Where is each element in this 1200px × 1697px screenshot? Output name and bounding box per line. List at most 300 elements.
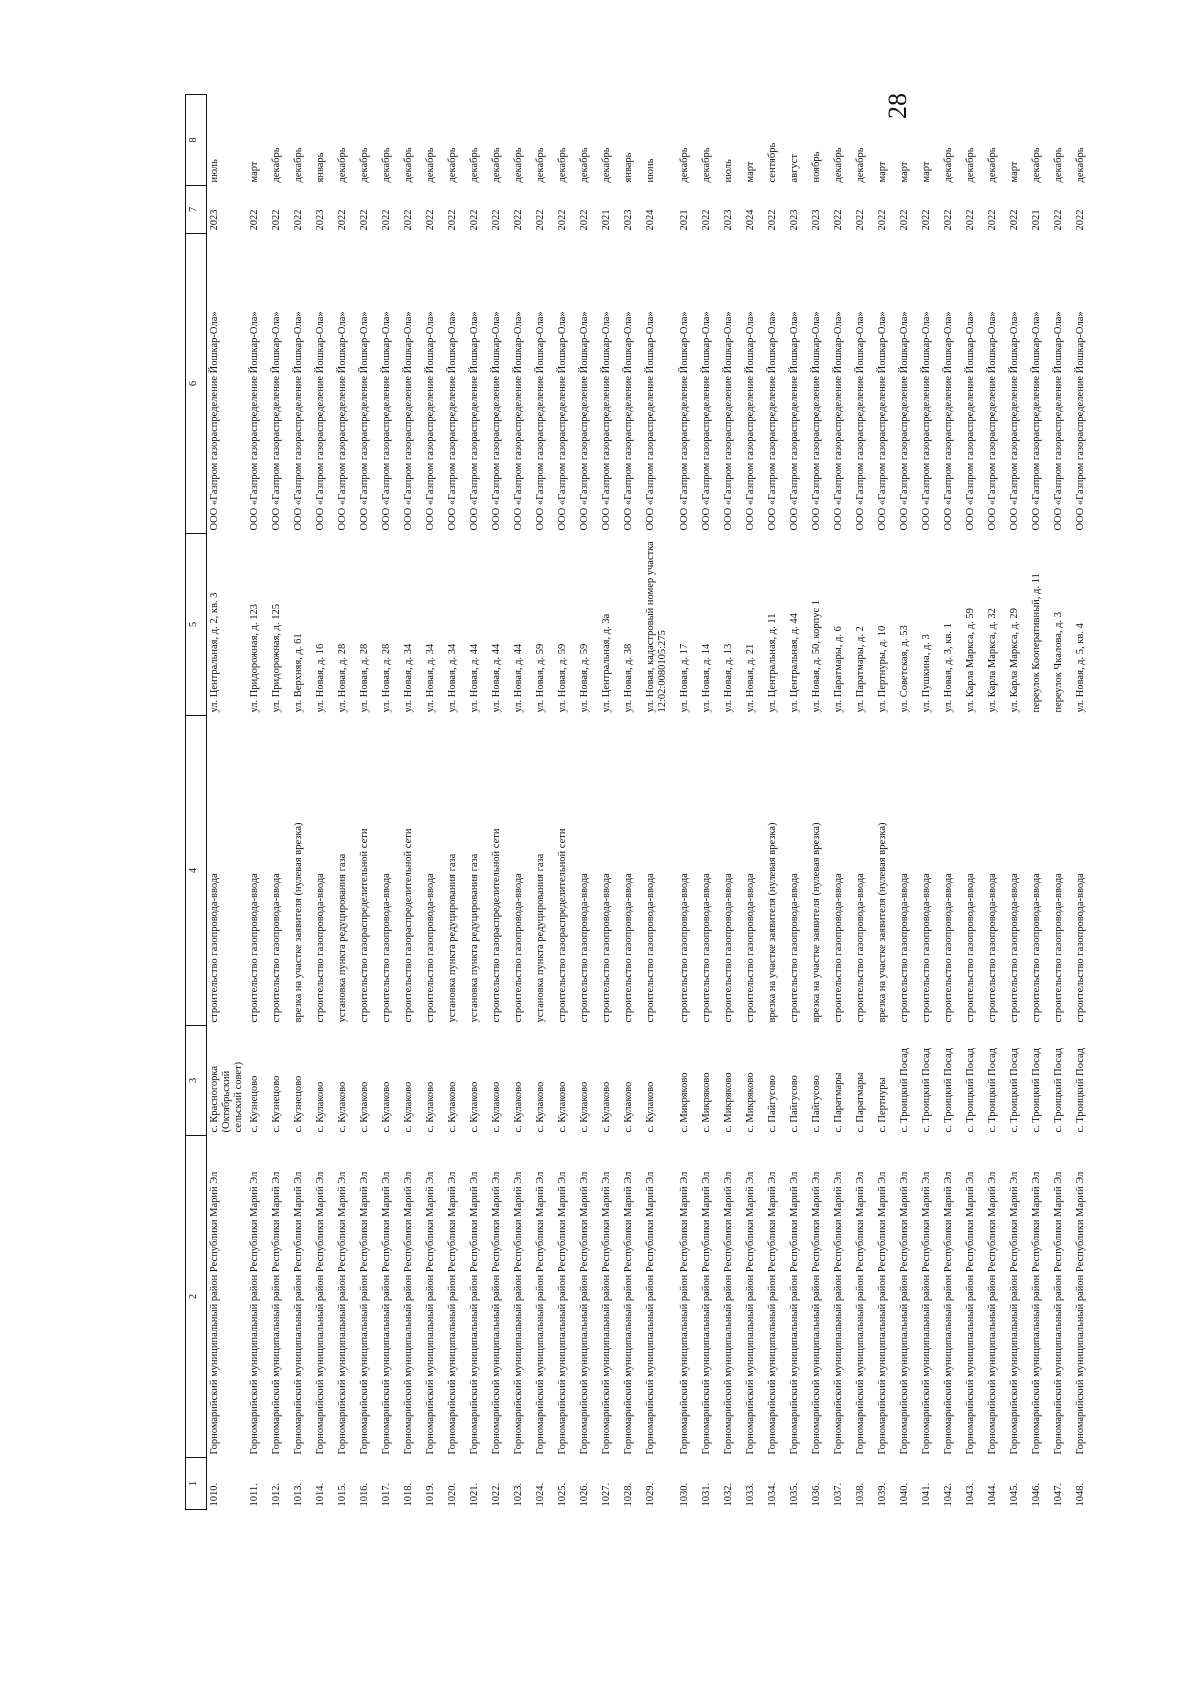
cell-district: Горномарийский муниципальный район Республики Марий Эл <box>469 1171 481 1455</box>
cell-month: март <box>1009 161 1021 183</box>
cell-row-number: 1027. <box>601 1482 613 1507</box>
cell-year: 2022 <box>447 209 459 231</box>
cell-organization: ООО «Газпром газораспределение Йошкар-Ола» <box>209 311 220 531</box>
cell-district: Горномарийский муниципальный район Республики Марий Эл <box>943 1171 955 1455</box>
table-row <box>743 95 765 1510</box>
cell-settlement: с. Кузнецово <box>271 1075 283 1133</box>
cell-organization: ООО «Газпром газораспределение Йошкар-Ола» <box>811 311 823 531</box>
cell-settlement: с. Троицкий Посад <box>899 1047 911 1133</box>
cell-settlement: с. Троицкий Посад <box>1053 1047 1065 1133</box>
table-row <box>831 95 853 1510</box>
cell-row-number: 1029. <box>645 1482 657 1507</box>
cell-month: декабрь <box>701 147 713 183</box>
cell-organization: ООО «Газпром газораспределение Йошкар-Ола» <box>491 311 503 531</box>
cell-address: ул. Новая, д. 50, корпус 1 <box>811 600 823 713</box>
cell-organization: ООО «Газпром газораспределение Йошкар-Ола» <box>987 311 999 531</box>
cell-address: ул. Паратмары, д. 6 <box>833 626 845 713</box>
cell-address: ул. Новая, д. 38 <box>623 643 635 713</box>
cell-address: ул. Новая, д. 21 <box>745 643 757 713</box>
cell-settlement: с. Кулаково <box>359 1081 371 1133</box>
cell-district: Горномарийский муниципальный район Республики Марий Эл <box>921 1171 933 1455</box>
cell-settlement: с. Пайгусово <box>789 1075 801 1133</box>
table-row <box>721 95 743 1510</box>
cell-settlement: с. Микряково <box>745 1072 757 1133</box>
cell-district: Горномарийский муниципальный район Республики Марий Эл <box>209 1171 220 1455</box>
cell-row-number: 1042. <box>943 1482 955 1507</box>
cell-district: Горномарийский муниципальный район Республики Марий Эл <box>425 1171 437 1455</box>
cell-organization: ООО «Газпром газораспределение Йошкар-Ола» <box>337 311 349 531</box>
cell-settlement: с. Кузнецово <box>249 1075 261 1133</box>
cell-year: 2022 <box>877 209 889 231</box>
cell-row-number: 1036. <box>811 1482 823 1507</box>
cell-work-type: строительство газораспределительной сети <box>557 828 569 1023</box>
cell-row-number: 1017. <box>381 1482 393 1507</box>
cell-work-type: строительство газопровода-ввода <box>943 873 955 1023</box>
cell-address: ул. Новая, кадастровый номер участка 12:02:0080105:275 <box>645 541 669 713</box>
cell-address: ул. Новая, д. 3, кв. 1 <box>943 623 955 713</box>
cell-work-type: установка пункта редуцирования газа <box>447 853 459 1023</box>
cell-row-number: 1033. <box>745 1482 757 1507</box>
cell-month: декабрь <box>535 147 547 183</box>
cell-settlement: с. Микряково <box>679 1072 691 1133</box>
cell-work-type: установка пункта редуцирования газа <box>535 853 547 1023</box>
cell-settlement: с. Пайгусово <box>811 1075 823 1133</box>
table-row <box>489 95 511 1510</box>
cell-month: декабрь <box>965 147 977 183</box>
cell-month: март <box>249 161 261 183</box>
cell-row-number: 1019. <box>425 1482 437 1507</box>
cell-address: ул. Центральная, д. 44 <box>789 613 801 713</box>
cell-address: ул. Придорожная, д. 123 <box>249 603 261 713</box>
cell-organization: ООО «Газпром газораспределение Йошкар-Ола» <box>723 311 735 531</box>
table-row <box>555 95 577 1510</box>
col-header-6: 6 <box>186 234 207 534</box>
cell-year: 2022 <box>249 209 261 231</box>
table-row <box>269 95 291 1510</box>
cell-year: 2021 <box>1031 209 1043 231</box>
cell-district: Горномарийский муниципальный район Республики Марий Эл <box>1075 1171 1087 1455</box>
cell-row-number: 1015. <box>337 1482 349 1507</box>
cell-address: ул. Новая, д. 34 <box>403 643 415 713</box>
cell-work-type: установка пункта редуцирования газа <box>469 853 481 1023</box>
cell-settlement: с. Троицкий Посад <box>987 1047 999 1133</box>
cell-address: ул. Новая, д. 17 <box>679 643 691 713</box>
cell-month: декабрь <box>337 147 349 183</box>
cell-month: декабрь <box>513 147 525 183</box>
cell-month: декабрь <box>381 147 393 183</box>
table-row <box>207 95 248 1510</box>
table-row <box>533 95 555 1510</box>
cell-organization: ООО «Газпром газораспределение Йошкар-Ола» <box>579 311 591 531</box>
cell-organization: ООО «Газпром газораспределение Йошкар-Ола» <box>381 311 393 531</box>
cell-year: 2024 <box>745 209 757 231</box>
cell-settlement: с. Кулаково <box>491 1081 503 1133</box>
cell-organization: ООО «Газпром газораспределение Йошкар-Ола» <box>1053 311 1065 531</box>
cell-row-number: 1028. <box>623 1482 635 1507</box>
cell-district: Горномарийский муниципальный район Республики Марий Эл <box>491 1171 503 1455</box>
cell-month: декабрь <box>271 147 283 183</box>
cell-row-number: 1041. <box>921 1482 933 1507</box>
cell-settlement: с. Красногорка (Октябрьский сельский совет) <box>209 1061 245 1133</box>
cell-settlement: с. Кулаково <box>557 1081 569 1133</box>
cell-organization: ООО «Газпром газораспределение Йошкар-Ола» <box>679 311 691 531</box>
cell-organization: ООО «Газпром газораспределение Йошкар-Ола» <box>425 311 437 531</box>
cell-district: Горномарийский муниципальный район Республики Марий Эл <box>337 1171 349 1455</box>
cell-row-number: 1025. <box>557 1482 569 1507</box>
cell-work-type: врезка на участке заявителя (нулевая врезка) <box>293 822 305 1023</box>
cell-district: Горномарийский муниципальный район Республики Марий Эл <box>1031 1171 1043 1455</box>
cell-month: декабрь <box>1075 147 1087 183</box>
cell-organization: ООО «Газпром газораспределение Йошкар-Ола» <box>271 311 283 531</box>
cell-row-number: 1012. <box>271 1482 283 1507</box>
cell-month: декабрь <box>943 147 955 183</box>
cell-work-type: строительство газопровода-ввода <box>745 873 757 1023</box>
cell-address: ул. Верхняя, д. 61 <box>293 633 305 713</box>
cell-settlement: с. Троицкий Посад <box>1009 1047 1021 1133</box>
table-row <box>599 95 621 1510</box>
cell-row-number: 1046. <box>1031 1482 1043 1507</box>
cell-month: июнь <box>645 158 657 183</box>
cell-work-type: строительство газопровода-ввода <box>271 873 283 1023</box>
cell-address: ул. Новая, д. 16 <box>315 643 327 713</box>
cell-settlement: с. Пертнуры <box>877 1077 889 1133</box>
cell-row-number: 1011. <box>249 1483 261 1507</box>
cell-work-type: строительство газопровода-ввода <box>1031 873 1043 1023</box>
cell-row-number: 1018. <box>403 1482 415 1507</box>
cell-address: ул. Карла Маркса, д. 59 <box>965 608 977 713</box>
cell-year: 2022 <box>337 209 349 231</box>
cell-row-number: 1026. <box>579 1482 591 1507</box>
cell-settlement: с. Кулаково <box>315 1081 327 1133</box>
col-header-7: 7 <box>186 186 207 234</box>
cell-year: 2022 <box>899 209 911 231</box>
cell-address: ул. Новая, д. 28 <box>359 643 371 713</box>
cell-work-type: строительство газопровода-ввода <box>723 873 735 1023</box>
cell-row-number: 1034. <box>767 1482 779 1507</box>
cell-district: Горномарийский муниципальный район Республики Марий Эл <box>811 1171 823 1455</box>
cell-work-type: строительство газопровода-ввода <box>679 873 691 1023</box>
cell-settlement: с. Пайгусово <box>767 1075 779 1133</box>
table-row <box>1073 95 1095 1510</box>
cell-address: ул. Центральная, д. 3а <box>601 613 613 713</box>
cell-work-type: строительство газопровода-ввода <box>249 873 261 1023</box>
cell-work-type: строительство газопровода-ввода <box>701 873 713 1023</box>
cell-year: 2022 <box>535 209 547 231</box>
cell-work-type: врезка на участке заявителя (нулевая врезка) <box>877 822 889 1023</box>
cell-month: декабрь <box>447 147 459 183</box>
col-header-8: 8 <box>186 95 207 186</box>
cell-district: Горномарийский муниципальный район Республики Марий Эл <box>293 1171 305 1455</box>
cell-district: Горномарийский муниципальный район Республики Марий Эл <box>987 1171 999 1455</box>
cell-year: 2023 <box>315 209 327 231</box>
cell-organization: ООО «Газпром газораспределение Йошкар-Ола» <box>855 311 867 531</box>
cell-work-type: строительство газопровода-ввода <box>921 873 933 1023</box>
table-row <box>313 95 335 1510</box>
cell-organization: ООО «Газпром газораспределение Йошкар-Ола» <box>789 311 801 531</box>
cell-month: сентябрь <box>767 142 779 183</box>
cell-address: ул. Новая, д. 44 <box>469 643 481 713</box>
cell-organization: ООО «Газпром газораспределение Йошкар-Ола» <box>315 311 327 531</box>
cell-organization: ООО «Газпром газораспределение Йошкар-Ола» <box>877 311 889 531</box>
cell-organization: ООО «Газпром газораспределение Йошкар-Ола» <box>1031 311 1043 531</box>
cell-settlement: с. Кулаково <box>601 1081 613 1133</box>
cell-district: Горномарийский муниципальный район Республики Марий Эл <box>855 1171 867 1455</box>
cell-district: Горномарийский муниципальный район Республики Марий Эл <box>271 1171 283 1455</box>
cell-month: декабрь <box>469 147 481 183</box>
cell-work-type: строительство газопровода-ввода <box>513 873 525 1023</box>
cell-district: Горномарийский муниципальный район Республики Марий Эл <box>701 1171 713 1455</box>
cell-settlement: с. Кулаково <box>513 1081 525 1133</box>
data-table <box>185 94 1095 1510</box>
cell-year: 2022 <box>833 209 845 231</box>
cell-month: декабрь <box>1053 147 1065 183</box>
cell-row-number: 1030. <box>679 1482 691 1507</box>
cell-month: декабрь <box>601 147 613 183</box>
cell-address: ул. Новая, д. 28 <box>381 643 393 713</box>
cell-year: 2022 <box>767 209 779 231</box>
cell-address: ул. Пушкина, д. 3 <box>921 634 933 713</box>
cell-settlement: с. Кулаково <box>535 1081 547 1133</box>
col-header-4: 4 <box>186 716 207 1026</box>
cell-work-type: строительство газораспределительной сети <box>491 828 503 1023</box>
cell-work-type: строительство газопровода-ввода <box>789 873 801 1023</box>
cell-row-number: 1024. <box>535 1482 547 1507</box>
cell-address: ул. Новая, д. 34 <box>425 643 437 713</box>
cell-month: март <box>877 161 889 183</box>
table-row <box>875 95 897 1510</box>
table-row <box>357 95 379 1510</box>
cell-row-number: 1048. <box>1075 1482 1087 1507</box>
table-row <box>511 95 533 1510</box>
cell-year: 2022 <box>943 209 955 231</box>
cell-organization: ООО «Газпром газораспределение Йошкар-Ола» <box>447 311 459 531</box>
cell-year: 2022 <box>965 209 977 231</box>
cell-settlement: с. Кулаково <box>623 1081 635 1133</box>
cell-month: декабрь <box>855 147 867 183</box>
cell-address: ул. Новая, д. 44 <box>491 643 503 713</box>
cell-settlement: с. Кулаково <box>579 1081 591 1133</box>
cell-month: август <box>789 154 801 183</box>
cell-work-type: врезка на участке заявителя (нулевая врезка) <box>811 822 823 1023</box>
cell-year: 2022 <box>1075 209 1087 231</box>
cell-row-number: 1040. <box>899 1482 911 1507</box>
cell-settlement: с. Троицкий Посад <box>1031 1047 1043 1133</box>
cell-month: ноябрь <box>811 151 823 183</box>
cell-address: переулок Чкалова, д. 3 <box>1053 611 1065 713</box>
cell-row-number: 1020. <box>447 1482 459 1507</box>
cell-district: Горномарийский муниципальный район Республики Марий Эл <box>623 1171 635 1455</box>
cell-month: декабрь <box>293 147 305 183</box>
cell-settlement: с. Троицкий Посад <box>1075 1047 1087 1133</box>
table-row <box>401 95 423 1510</box>
cell-year: 2022 <box>921 209 933 231</box>
cell-year: 2023 <box>209 209 220 231</box>
cell-address: ул. Новая, д. 44 <box>513 643 525 713</box>
cell-address: ул. Советская, д. 53 <box>899 625 911 713</box>
table-row <box>677 95 699 1510</box>
cell-month: декабрь <box>1031 147 1043 183</box>
cell-row-number: 1045. <box>1009 1482 1021 1507</box>
cell-work-type: строительство газопровода-ввода <box>381 873 393 1023</box>
cell-district: Горномарийский муниципальный район Республики Марий Эл <box>315 1171 327 1455</box>
cell-work-type: строительство газопровода-ввода <box>833 873 845 1023</box>
cell-district: Горномарийский муниципальный район Республики Марий Эл <box>601 1171 613 1455</box>
cell-district: Горномарийский муниципальный район Республики Марий Эл <box>249 1171 261 1455</box>
cell-row-number: 1044. <box>987 1482 999 1507</box>
cell-address: ул. Новая, д. 34 <box>447 643 459 713</box>
cell-row-number: 1038. <box>855 1482 867 1507</box>
cell-district: Горномарийский муниципальный район Республики Марий Эл <box>579 1171 591 1455</box>
cell-district: Горномарийский муниципальный район Республики Марий Эл <box>557 1171 569 1455</box>
cell-month: декабрь <box>425 147 437 183</box>
cell-settlement: с. Микряково <box>723 1072 735 1133</box>
table-row <box>985 95 1007 1510</box>
cell-settlement: с. Кулаково <box>403 1081 415 1133</box>
cell-settlement: с. Паратмары <box>833 1072 845 1133</box>
cell-district: Горномарийский муниципальный район Республики Марий Эл <box>679 1171 691 1455</box>
cell-district: Горномарийский муниципальный район Республики Марий Эл <box>447 1171 459 1455</box>
cell-month: декабрь <box>987 147 999 183</box>
cell-month: декабрь <box>833 147 845 183</box>
table-row <box>941 95 963 1510</box>
cell-settlement: с. Кузнецово <box>293 1075 305 1133</box>
cell-address: ул. Новая, д. 59 <box>535 643 547 713</box>
cell-row-number: 1013. <box>293 1482 305 1507</box>
table-row <box>423 95 445 1510</box>
table-row <box>1051 95 1073 1510</box>
cell-settlement: с. Микряково <box>701 1072 713 1133</box>
cell-address: ул. Новая, д. 28 <box>337 643 349 713</box>
cell-year: 2022 <box>579 209 591 231</box>
cell-organization: ООО «Газпром газораспределение Йошкар-Ола» <box>601 311 613 531</box>
table-row <box>963 95 985 1510</box>
cell-organization: ООО «Газпром газораспределение Йошкар-Ола» <box>1075 311 1087 531</box>
cell-address: ул. Карла Маркса, д. 29 <box>1009 608 1021 713</box>
cell-district: Горномарийский муниципальный район Республики Марий Эл <box>381 1171 393 1455</box>
cell-year: 2022 <box>491 209 503 231</box>
cell-district: Горномарийский муниципальный район Республики Марий Эл <box>1009 1171 1021 1455</box>
cell-settlement: с. Кулаково <box>645 1081 657 1133</box>
cell-work-type: строительство газопровода-ввода <box>1053 873 1065 1023</box>
cell-month: декабрь <box>403 147 415 183</box>
cell-organization: ООО «Газпром газораспределение Йошкар-Ола» <box>403 311 415 531</box>
cell-year: 2022 <box>513 209 525 231</box>
cell-year: 2022 <box>855 209 867 231</box>
table-row <box>919 95 941 1510</box>
cell-organization: ООО «Газпром газораспределение Йошкар-Ола» <box>965 311 977 531</box>
cell-month: декабрь <box>679 147 691 183</box>
cell-organization: ООО «Газпром газораспределение Йошкар-Ола» <box>745 311 757 531</box>
cell-organization: ООО «Газпром газораспределение Йошкар-Ола» <box>557 311 569 531</box>
cell-month: март <box>921 161 933 183</box>
cell-year: 2023 <box>811 209 823 231</box>
cell-organization: ООО «Газпром газораспределение Йошкар-Ола» <box>899 311 911 531</box>
table-row <box>1007 95 1029 1510</box>
cell-work-type: строительство газопровода-ввода <box>987 873 999 1023</box>
cell-row-number: 1010. <box>209 1482 220 1507</box>
cell-settlement: с. Кулаково <box>447 1081 459 1133</box>
cell-work-type: строительство газопровода-ввода <box>899 873 911 1023</box>
cell-settlement: с. Троицкий Посад <box>943 1047 955 1133</box>
cell-work-type: строительство газопровода-ввода <box>601 873 613 1023</box>
cell-row-number: 1037. <box>833 1482 845 1507</box>
cell-address: ул. Новая, д. 5, кв. 4 <box>1075 623 1087 713</box>
cell-district: Горномарийский муниципальный район Республики Марий Эл <box>965 1171 977 1455</box>
cell-work-type: строительство газопровода-ввода <box>1009 873 1021 1023</box>
cell-work-type: строительство газопровода-ввода <box>855 873 867 1023</box>
cell-work-type: врезка на участке заявителя (нулевая врезка) <box>767 822 779 1023</box>
cell-row-number: 1021. <box>469 1482 481 1507</box>
cell-district: Горномарийский муниципальный район Республики Марий Эл <box>403 1171 415 1455</box>
cell-organization: ООО «Газпром газораспределение Йошкар-Ола» <box>513 311 525 531</box>
cell-organization: ООО «Газпром газораспределение Йошкар-Ола» <box>921 311 933 531</box>
cell-organization: ООО «Газпром газораспределение Йошкар-Ола» <box>293 311 305 531</box>
cell-settlement: с. Паратмары <box>855 1072 867 1133</box>
cell-year: 2022 <box>425 209 437 231</box>
cell-address: ул. Пертнуры, д. 10 <box>877 625 889 713</box>
cell-organization: ООО «Газпром газораспределение Йошкар-Ола» <box>701 311 713 531</box>
cell-address: ул. Паратмары, д. 2 <box>855 626 867 713</box>
cell-row-number: 1035. <box>789 1482 801 1507</box>
cell-settlement: с. Кулаково <box>337 1081 349 1133</box>
cell-district: Горномарийский муниципальный район Республики Марий Эл <box>513 1171 525 1455</box>
table-row <box>699 95 721 1510</box>
cell-organization: ООО «Газпром газораспределение Йошкар-Ола» <box>833 311 845 531</box>
cell-district: Горномарийский муниципальный район Республики Марий Эл <box>359 1171 371 1455</box>
cell-address: переулок Кооперативный, д. 11 <box>1031 573 1043 713</box>
cell-row-number: 1016. <box>359 1482 371 1507</box>
table-row <box>247 95 269 1510</box>
cell-district: Горномарийский муниципальный район Республики Марий Эл <box>899 1171 911 1455</box>
cell-year: 2022 <box>701 209 713 231</box>
cell-district: Горномарийский муниципальный район Республики Марий Эл <box>535 1171 547 1455</box>
cell-organization: ООО «Газпром газораспределение Йошкар-Ола» <box>249 311 261 531</box>
cell-settlement: с. Кулаково <box>425 1081 437 1133</box>
cell-organization: ООО «Газпром газораспределение Йошкар-Ола» <box>535 311 547 531</box>
cell-district: Горномарийский муниципальный район Республики Марий Эл <box>723 1171 735 1455</box>
cell-work-type: установка пункта редуцирования газа <box>337 853 349 1023</box>
table-row <box>445 95 467 1510</box>
cell-work-type: строительство газопровода-ввода <box>623 873 635 1023</box>
cell-year: 2022 <box>469 209 481 231</box>
cell-district: Горномарийский муниципальный район Республики Марий Эл <box>833 1171 845 1455</box>
cell-settlement: с. Троицкий Посад <box>921 1047 933 1133</box>
cell-year: 2023 <box>723 209 735 231</box>
cell-district: Горномарийский муниципальный район Республики Марий Эл <box>877 1171 889 1455</box>
table-row <box>765 95 787 1510</box>
cell-work-type: строительство газопровода-ввода <box>965 873 977 1023</box>
cell-row-number: 1032. <box>723 1482 735 1507</box>
cell-organization: ООО «Газпром газораспределение Йошкар-Ола» <box>1009 311 1021 531</box>
cell-row-number: 1043. <box>965 1482 977 1507</box>
cell-district: Горномарийский муниципальный район Республики Марий Эл <box>745 1171 757 1455</box>
cell-month: декабрь <box>359 147 371 183</box>
table-row <box>643 95 677 1510</box>
cell-year: 2023 <box>623 209 635 231</box>
cell-address: ул. Центральная, д. 11 <box>767 613 779 713</box>
cell-year: 2022 <box>1009 209 1021 231</box>
cell-year: 2024 <box>645 209 657 231</box>
header-row <box>186 95 207 1510</box>
cell-month: июль <box>209 159 220 183</box>
cell-work-type: строительство газопровода-ввода <box>579 873 591 1023</box>
table-row <box>467 95 489 1510</box>
cell-year: 2021 <box>679 209 691 231</box>
cell-settlement: с. Кулаково <box>469 1081 481 1133</box>
table-row <box>787 95 809 1510</box>
cell-organization: ООО «Газпром газораспределение Йошкар-Ола» <box>623 311 635 531</box>
cell-address: ул. Придорожная, д. 125 <box>271 603 283 713</box>
